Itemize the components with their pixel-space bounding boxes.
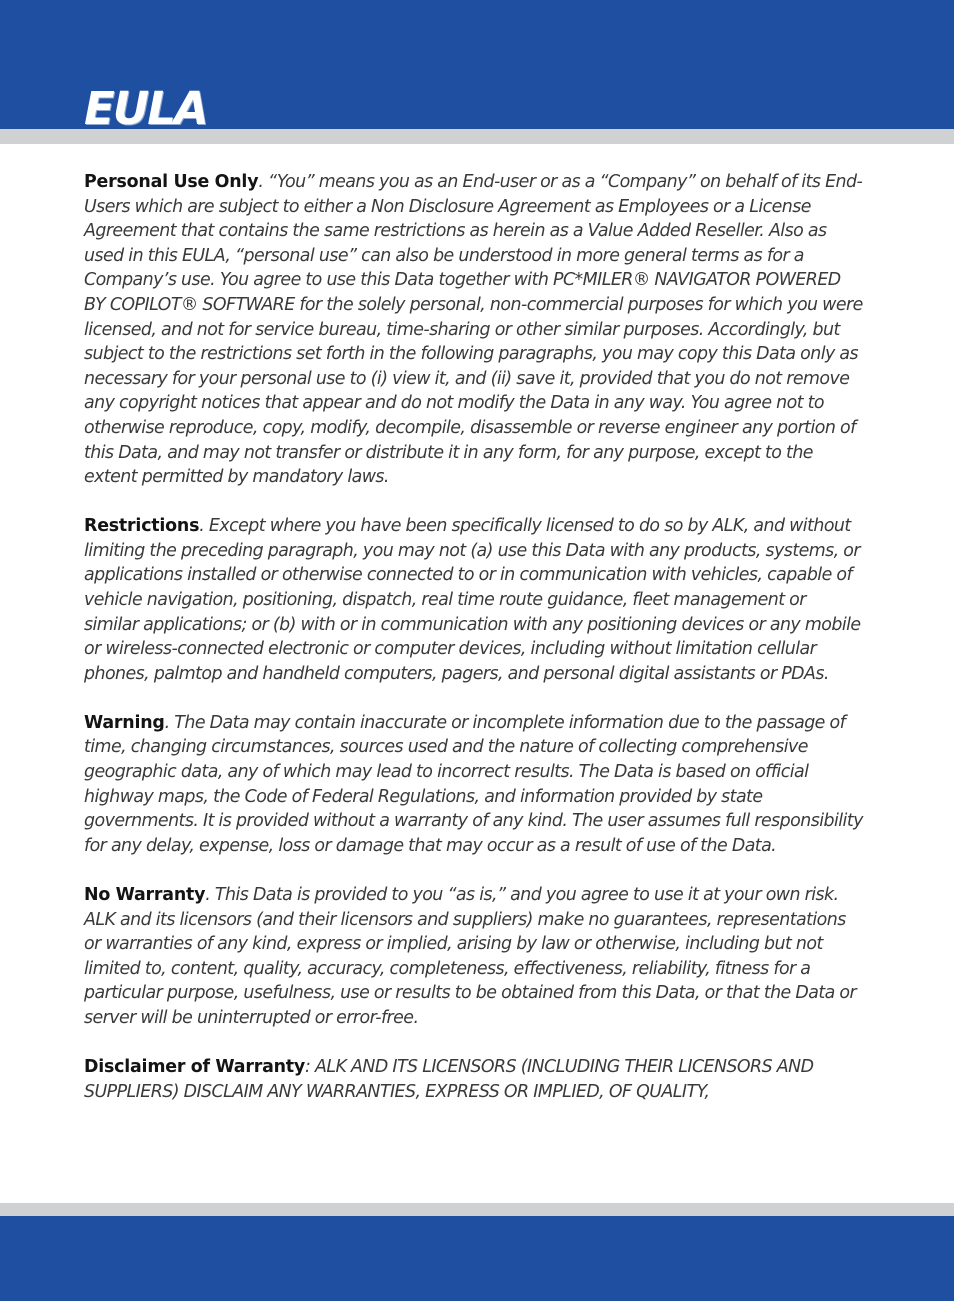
section-warning (84, 711, 864, 859)
section-heading: No Warranty (84, 884, 206, 905)
section-heading: Restrictions (84, 516, 200, 537)
section-heading: Personal Use Only (84, 172, 259, 192)
section-body: . “You” means you as an End-user or as a “Company” on behalf of its End-Users which are subject to either a Non Disclosure Agreement as Employees or a License Agreement that contains the same restrictions as herein as a Value Added Reseller. Also as used in this EULA, “personal use” can also be understood in more general terms as for a Company’s use. You agree to use this Data together with PC*MILER® NAVIGATOR POWERED BY COPILOT® SOFTWARE for the solely personal, non-commercial purposes for which you were licensed, and not for service bureau, time-sharing or other similar purposes. Accordingly, but subject to the restrictions set forth in the following paragraphs, you may copy this Data only as necessary for your personal use to (i) view it, and (ii) save it, provided that you do not remove any copyright notices that appear and do not modify the Data in any way. You agree not to otherwise reproduce, copy, modify, decompile, disassemble or reverse engineer any portion of this Data, and may not transfer or distribute it in any form, for any purpose, except to the extent permitted by mandatory laws. (84, 172, 863, 488)
footer-stripe (0, 1203, 954, 1216)
page-title: EULA (84, 82, 207, 135)
section-personal-use-only (84, 170, 864, 490)
section-heading: Warning (84, 712, 165, 733)
section-body: . This Data is provided to you “as is,” and you agree to use it at your own risk. ALK and its licensors (and their licensors and suppliers) make no guarantees, representations or warranties of any kind, express or implied, arising by law or otherwise, including but not limited to, content, quality, accuracy, completeness, effectiveness, reliability, fitness for a particular purpose, usefulness, use or results to be obtained from this Data, or that the Data or server will be uninterrupted or error-free. (84, 884, 857, 1028)
section-restrictions (84, 514, 864, 686)
section-disclaimer-of-warranty (84, 1055, 864, 1104)
footer-band (0, 1216, 954, 1301)
section-no-warranty (84, 883, 864, 1031)
section-body: : ALK AND ITS LICENSORS (INCLUDING THEIR LICENSORS AND SUPPLIERS) DISCLAIM ANY WARRANTIES, EXPRESS OR IMPLIED, OF QUALITY, (84, 1057, 814, 1102)
document-body (84, 170, 864, 1129)
section-heading: Disclaimer of Warranty (84, 1057, 306, 1077)
section-body: . Except where you have been specifically licensed to do so by ALK, and without limiting the preceding paragraph, you may not (a) use this Data with any products, systems, or applications installed or otherwise connected to or in communication with vehicles, capable of vehicle navigation, positioning, dispatch, real time route guidance, fleet management or similar applications; or (b) with or in communication with any positioning devices or any mobile or wireless-connected electronic or computer devices, including without limitation cellular phones, palmtop and handheld computers, pagers, and personal digital assistants or PDAs. (84, 516, 861, 684)
section-body: . The Data may contain inaccurate or incomplete information due to the passage of time, changing circumstances, sources used and the nature of collecting comprehensive geographic data, any of which may lead to incorrect results. The Data is based on official highway maps, the Code of Federal Regulations, and information provided by state governments. It is provided without a warranty of any kind. The user assumes full responsibility for any delay, expense, loss or damage that may occur as a result of use of the Data. (84, 712, 863, 856)
